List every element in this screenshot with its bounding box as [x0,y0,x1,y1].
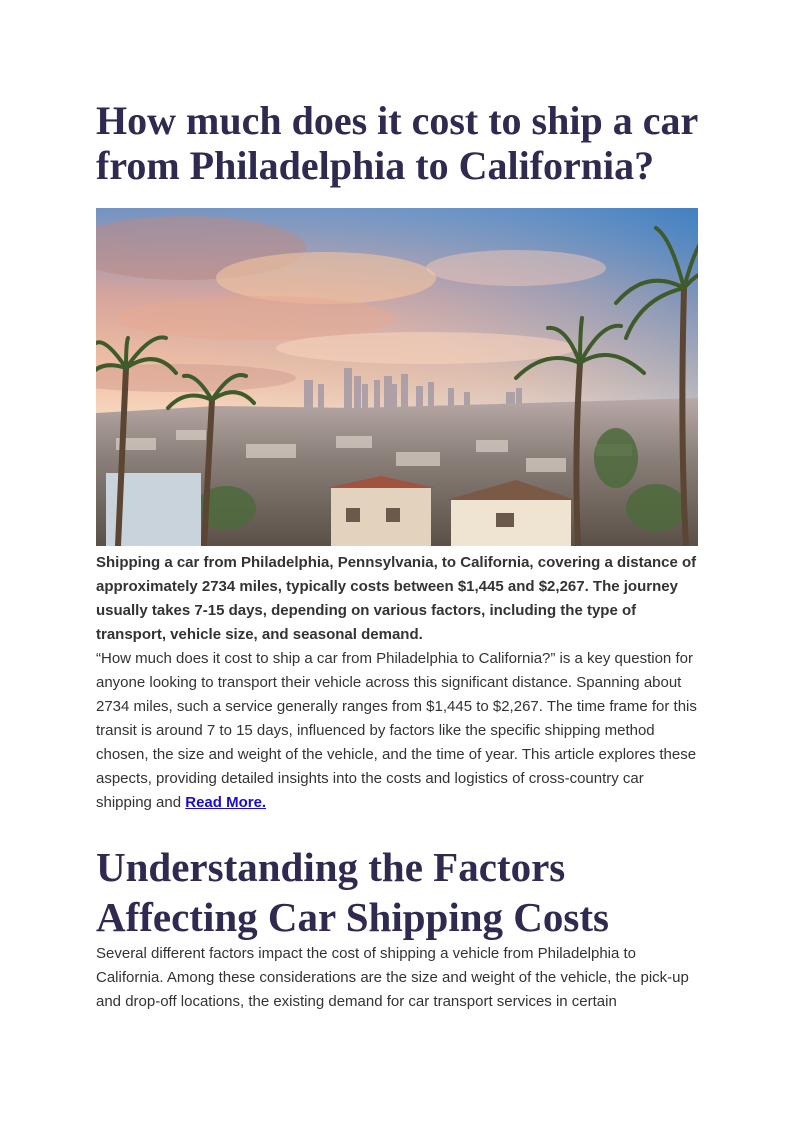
intro-paragraph [96,647,702,815]
section-paragraph: Several different factors impact the cost of shipping a vehicle from Philadelphia to California. Among these considerations are the size and weight of the vehicle, the pick-up and drop-off locations, the existing demand for car transport services in certain [96,945,689,1010]
article-summary: Shipping a car from Philadelphia, Pennsylvania, to California, covering a distance of approximately 2734 miles, typically costs between $1,445 and $2,267. The journey usually takes 7-15 days, depending on various factors, including the type of transport, vehicle size, and seasonal demand. [96,554,697,643]
intro-text: “How much does it cost to ship a car from Philadelphia to California?” is a key question for anyone looking to transport their vehicle across this significant distance. Spanning about 2734 miles, such a service generally ranges from $1,445 to $2,267. The time frame for this transit is around 7 to 15 days, influenced by factors like the specific shipping method chosen, the size and weight of the vehicle, and the time of year. This article explores these aspects, providing detailed insights into the costs and logistics of cross-country car shipping and [96,650,697,811]
article-title: How much does it cost to ship a car from Philadelphia to California? [96,98,698,188]
hero-image [96,208,698,546]
read-more-link[interactable]: Read More. [185,794,267,811]
section-heading: Understanding the Factors Affecting Car Shipping Costs [96,844,609,940]
